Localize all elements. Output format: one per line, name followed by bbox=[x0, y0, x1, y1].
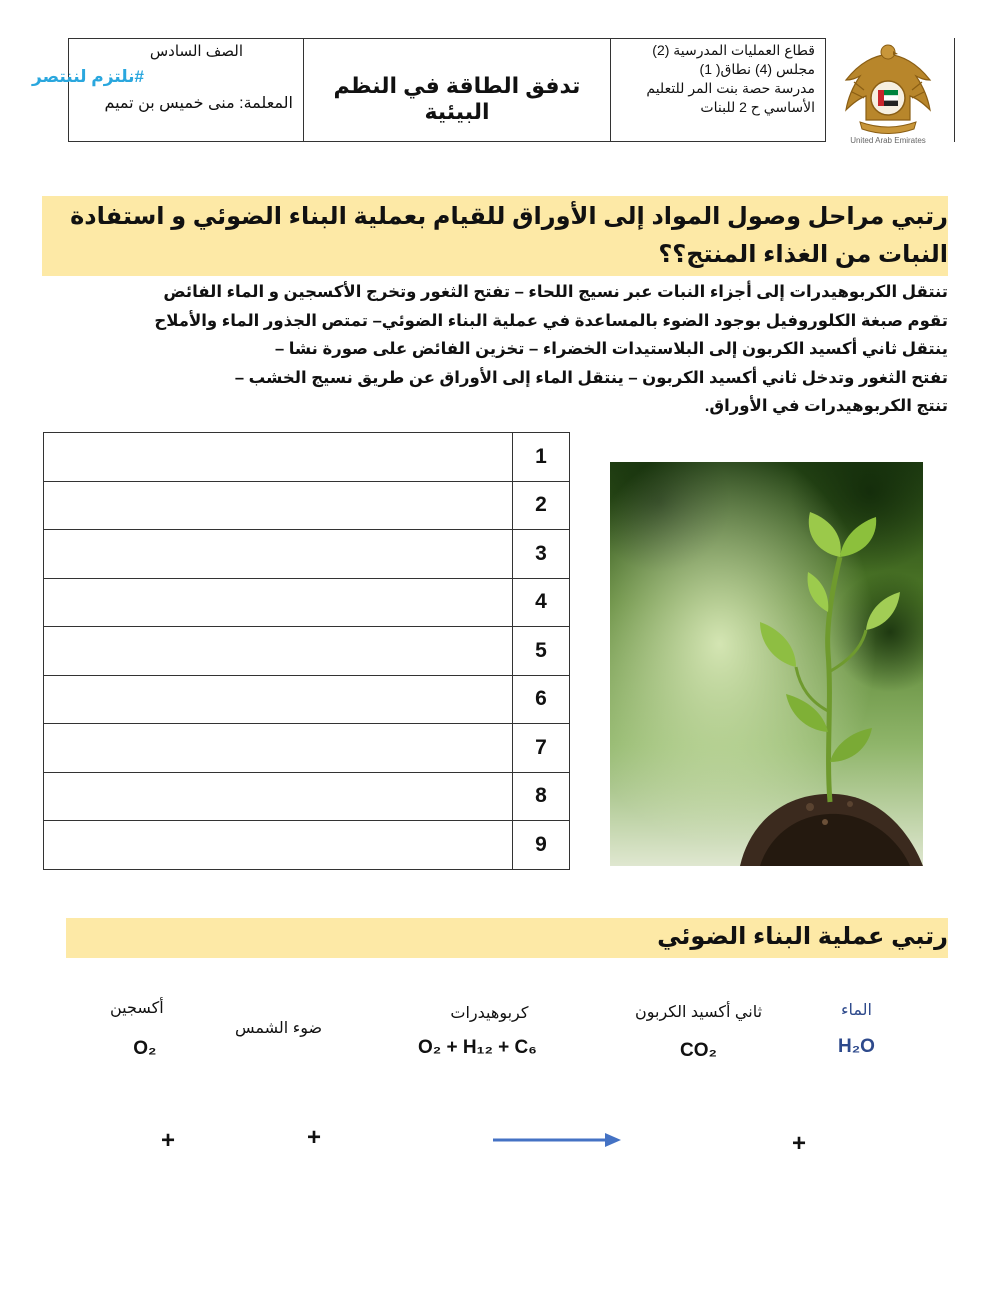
emblem-caption: United Arab Emirates bbox=[850, 136, 926, 144]
answer-cell[interactable] bbox=[44, 627, 513, 676]
table-row bbox=[44, 821, 570, 870]
answer-cell[interactable] bbox=[44, 481, 513, 530]
table-row bbox=[44, 772, 570, 821]
row-number: 3 bbox=[513, 530, 570, 579]
plus-sign: + bbox=[792, 1130, 807, 1157]
table-row bbox=[44, 675, 570, 724]
answer-cell[interactable] bbox=[44, 724, 513, 773]
stage-line: تنتقل الكربوهيدرات إلى أجزاء النبات عبر نسيج اللحاء – تفتح الثغور وتخرج الأكسجين و الماء الفائض bbox=[163, 283, 948, 301]
stage-line: تقوم صبغة الكلوروفيل بوجود الضوء بالمساعدة في عملية البناء الضوئي– تمتص الجذور الماء والأملاح bbox=[154, 311, 948, 330]
school-line: مدرسة حصة بنت المر للتعليم bbox=[646, 80, 815, 96]
oxygen-term[interactable] bbox=[110, 998, 164, 1060]
hashtag-watermark: #نلتزم لننتصر bbox=[32, 67, 145, 86]
school-info bbox=[646, 41, 815, 117]
stage-line: تفتح الثغور وتدخل ثاني أكسيد الكربون – ينتقل الماء إلى الأوراق عن طريق نسيج الخشب – bbox=[234, 368, 948, 387]
row-number: 6 bbox=[513, 675, 570, 724]
table-row bbox=[44, 481, 570, 530]
page-title: تدفق الطاقة في النظم البيئية bbox=[333, 73, 581, 124]
row-number: 7 bbox=[513, 724, 570, 773]
stage-line: تنتج الكربوهيدرات في الأوراق. bbox=[704, 397, 948, 415]
co2-name: ثاني أكسيد الكربون bbox=[635, 1004, 763, 1021]
table-row bbox=[44, 724, 570, 773]
row-number: 9 bbox=[513, 821, 570, 870]
table-row bbox=[44, 627, 570, 676]
header-title-cell bbox=[304, 39, 611, 141]
stage-line: ينتقل ثاني أكسيد الكربون إلى البلاستيدات الخضراء – تخزين الفائض على صورة نشا – bbox=[274, 340, 948, 358]
answer-cell[interactable] bbox=[44, 772, 513, 821]
question1-text: رتبي مراحل وصول المواد إلى الأوراق للقيام بعملية البناء الضوئي و استفادة النبات من الغذاء المنتج؟؟ bbox=[70, 203, 948, 268]
teacher-label: المعلمة: منى خميس بن تميم bbox=[104, 95, 293, 112]
table-row bbox=[44, 433, 570, 482]
reaction-arrow-icon bbox=[493, 1130, 623, 1150]
header-school-cell bbox=[611, 39, 827, 141]
header-divider bbox=[954, 38, 955, 142]
answer-cell[interactable] bbox=[44, 433, 513, 482]
table-row bbox=[44, 530, 570, 579]
water-term[interactable] bbox=[838, 1000, 875, 1058]
sunlight-name: ضوء الشمس bbox=[235, 1020, 323, 1037]
water-name: الماء bbox=[840, 1002, 872, 1019]
header-left-cell bbox=[69, 39, 304, 141]
school-line: قطاع العمليات المدرسية (2) bbox=[652, 42, 815, 58]
uae-emblem-icon bbox=[838, 40, 938, 144]
co2-term[interactable] bbox=[635, 1002, 762, 1062]
question2-text: رتبي عملية البناء الضوئي bbox=[657, 923, 948, 950]
table-row bbox=[44, 578, 570, 627]
co2-formula: CO₂ bbox=[680, 1040, 717, 1061]
plus-sign: + bbox=[307, 1124, 322, 1151]
plus-sign: + bbox=[161, 1127, 176, 1154]
row-number: 8 bbox=[513, 772, 570, 821]
header-box bbox=[68, 38, 826, 142]
answer-cell[interactable] bbox=[44, 675, 513, 724]
carbs-formula: O₂ + H₁₂ + C₆ bbox=[418, 1037, 537, 1058]
sunlight-term[interactable] bbox=[235, 1018, 322, 1038]
carbs-term[interactable] bbox=[418, 1003, 537, 1059]
water-formula: H₂O bbox=[838, 1036, 875, 1057]
answer-cell[interactable] bbox=[44, 530, 513, 579]
school-line: الأساسي ح 2 للبنات bbox=[700, 99, 815, 115]
grade-label: الصف السادس bbox=[149, 43, 243, 60]
row-number: 2 bbox=[513, 481, 570, 530]
row-number: 5 bbox=[513, 627, 570, 676]
carbs-name: كربوهيدرات bbox=[450, 1005, 529, 1022]
stages-list bbox=[48, 278, 948, 421]
answer-cell[interactable] bbox=[44, 821, 513, 870]
answer-table bbox=[43, 432, 570, 870]
oxygen-formula: O₂ bbox=[133, 1038, 157, 1059]
school-line: مجلس (4) نطاق( 1) bbox=[699, 61, 815, 77]
answer-cell[interactable] bbox=[44, 578, 513, 627]
row-number: 4 bbox=[513, 578, 570, 627]
oxygen-name: أكسجين bbox=[110, 1000, 164, 1017]
plant-photo bbox=[610, 462, 923, 866]
row-number: 1 bbox=[513, 433, 570, 482]
